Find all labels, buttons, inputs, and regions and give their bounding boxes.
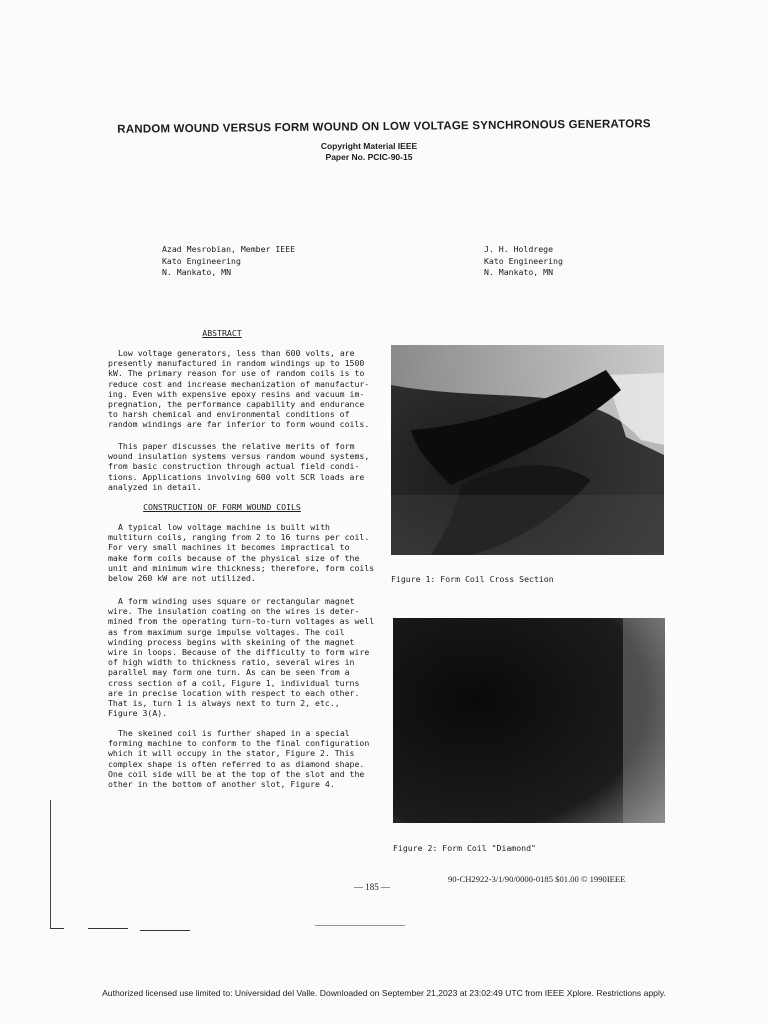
scan-mark bbox=[140, 930, 190, 931]
text-line: from basic construction through actual field condi- bbox=[108, 461, 360, 472]
text-line: This paper discusses the relative merits of form bbox=[118, 441, 355, 451]
text-line: other in the bottom of another slot, Figure 4. bbox=[108, 779, 335, 790]
author-block-1 bbox=[162, 244, 295, 279]
text-line: For very small machines it becomes impractical to bbox=[108, 542, 350, 553]
copyright-line: Copyright Material IEEE bbox=[320, 141, 418, 151]
text-line: make form coils because of the physical size of the bbox=[108, 552, 360, 563]
figure-1-caption: Figure 1: Form Coil Cross Section bbox=[391, 574, 554, 584]
text-line: unit and minimum wire thickness; therefore, form coils bbox=[108, 562, 375, 573]
text-line: are in precise location with respect to each other. bbox=[108, 687, 360, 698]
scan-edge-line bbox=[50, 800, 51, 928]
text-line: to harsh chemical and environmental conditions of bbox=[108, 409, 350, 420]
text-line: ing. Even with expensive epoxy resins and vacuum im- bbox=[108, 388, 365, 399]
text-line: The skeined coil is further shaped in a special bbox=[118, 728, 350, 738]
text-line: parallel may form one turn. As can be seen from a bbox=[108, 667, 350, 678]
text-line: A typical low voltage machine is built with bbox=[118, 522, 330, 532]
text-line: wound insulation systems versus random wound systems, bbox=[108, 451, 370, 462]
text-line: of high width to thickness ratio, several wires in bbox=[108, 657, 355, 668]
text-line: kW. The primary reason for use of random coils is to bbox=[108, 368, 365, 379]
section-paragraph-2 bbox=[108, 596, 375, 719]
section-heading: CONSTRUCTION OF FORM WOUND COILS bbox=[143, 502, 301, 512]
text-line: below 260 kW are not utilized. bbox=[108, 573, 256, 584]
text-line: That is, turn 1 is always next to turn 2, etc., bbox=[108, 698, 340, 709]
text-line: multiturn coils, ranging from 2 to 16 turns per coil. bbox=[108, 532, 370, 543]
text-line: random windings are far inferior to form wound coils. bbox=[108, 419, 370, 430]
abstract-paragraph-2 bbox=[108, 441, 370, 492]
text-line: pregnation, the performance capability and endurance bbox=[108, 399, 365, 410]
scan-mark bbox=[88, 928, 128, 929]
coil-cross-section-image bbox=[391, 345, 664, 555]
author-company: Kato Engineering bbox=[162, 255, 241, 266]
paper-number: Paper No. PCIC-90-15 bbox=[325, 152, 413, 162]
text-line: forming machine to conform to the final configuration bbox=[108, 738, 370, 749]
author-company: Kato Engineering bbox=[484, 255, 563, 266]
text-line: Low voltage generators, less than 600 volts, are bbox=[118, 348, 355, 358]
section-paragraph-1 bbox=[108, 522, 375, 584]
author-location: N. Mankato, MN bbox=[162, 267, 232, 277]
author-block-2 bbox=[484, 244, 563, 279]
text-line: A form winding uses square or rectangular magnet bbox=[118, 596, 355, 606]
author-name: Azad Mesrobian, Member IEEE bbox=[162, 244, 296, 254]
figure-2-caption: Figure 2: Form Coil "Diamond" bbox=[393, 843, 536, 853]
paper-title: RANDOM WOUND VERSUS FORM WOUND ON LOW VOLTAGE SYNCHRONOUS GENERATORS bbox=[117, 118, 651, 136]
copyright-code: 90-CH2922-3/1/90/0000-0185 $01.00 © 1990IEEE bbox=[448, 874, 626, 884]
scan-mark bbox=[50, 928, 64, 929]
scan-mark bbox=[315, 925, 405, 926]
text-line: analyzed in detail. bbox=[108, 481, 202, 492]
figure-1-photo bbox=[391, 345, 664, 555]
text-line: One coil side will be at the top of the slot and the bbox=[108, 768, 365, 779]
text-line: which it will occupy in the stator, Figure 2. This bbox=[108, 748, 355, 759]
page-number: — 185 — bbox=[354, 882, 390, 892]
text-line: Figure 3(A). bbox=[108, 708, 168, 719]
abstract-heading: ABSTRACT bbox=[202, 328, 242, 338]
text-line: complex shape is often referred to as diamond shape. bbox=[108, 758, 365, 769]
text-line: presently manufactured in random windings up to 1500 bbox=[108, 358, 365, 369]
section-paragraph-3 bbox=[108, 728, 370, 789]
text-line: wire in loops. Because of the difficulty to form wire bbox=[108, 647, 370, 658]
text-line: reduce cost and increase mechanization of manufactur- bbox=[108, 378, 370, 389]
author-location: N. Mankato, MN bbox=[484, 267, 554, 277]
abstract-paragraph-1 bbox=[108, 348, 370, 430]
figure-2-photo bbox=[393, 618, 665, 823]
text-line: as from maximum surge impulse voltages. The coil bbox=[108, 626, 345, 637]
license-notice: Authorized licensed use limited to: Universidad del Valle. Downloaded on September 21,2023 at 23:02:49 UTC from IEEE Xplore. Restrictions apply. bbox=[102, 988, 666, 998]
coil-diamond-image bbox=[393, 618, 665, 823]
text-line: cross section of a coil, Figure 1, individual turns bbox=[108, 677, 360, 688]
text-line: tions. Applications involving 600 volt SCR loads are bbox=[108, 471, 365, 482]
text-line: wire. The insulation coating on the wires is deter- bbox=[108, 606, 360, 617]
text-line: winding process begins with skeining of the magnet bbox=[108, 636, 355, 647]
author-name: J. H. Holdrege bbox=[484, 244, 554, 254]
text-line: mined from the operating turn-to-turn voltages as well bbox=[108, 616, 375, 627]
